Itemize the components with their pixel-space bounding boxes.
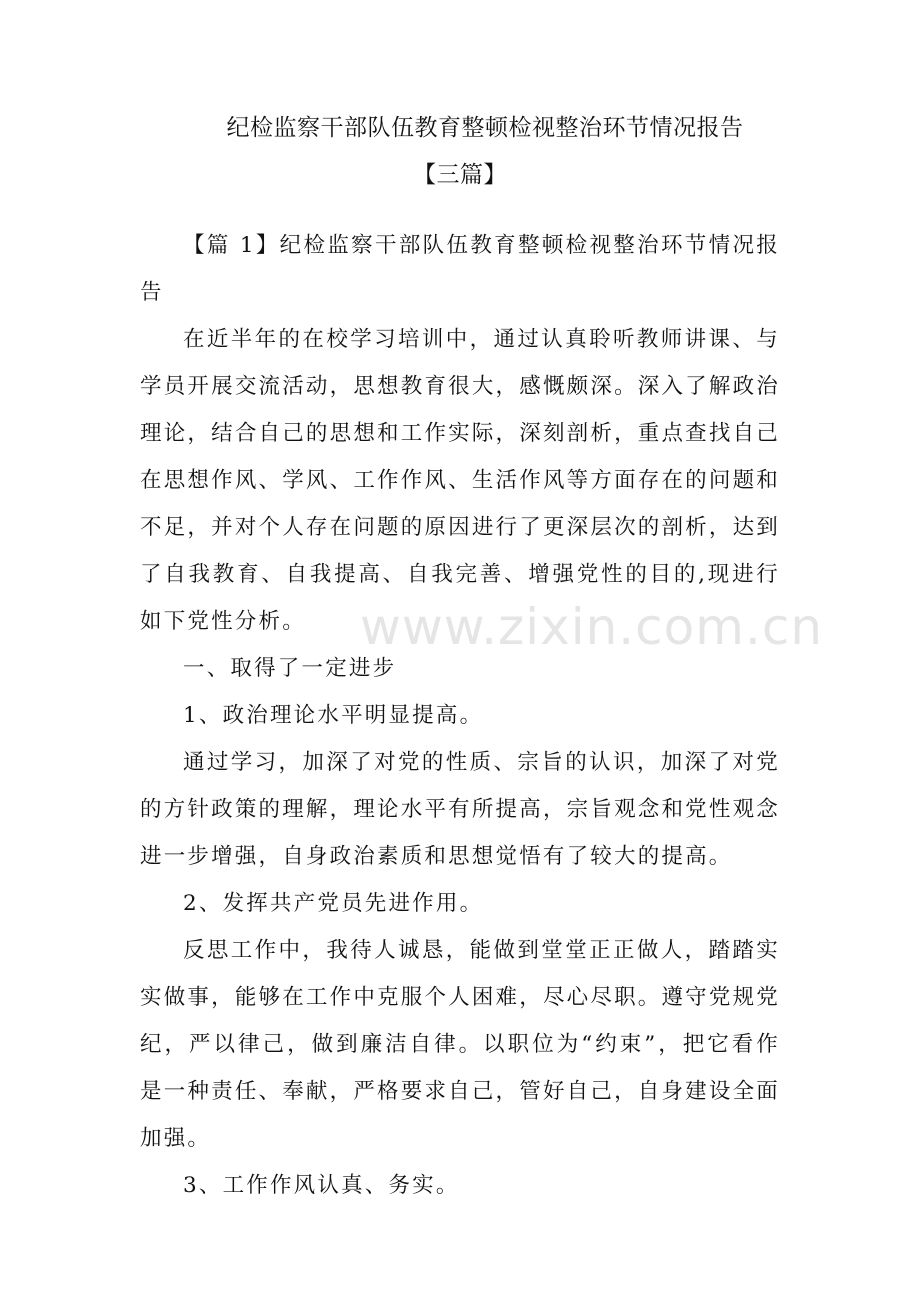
paragraph-body-1: 通过学习，加深了对党的性质、宗旨的认识，加深了对党的方针政策的理解，理论水平有所提高，宗旨观念和党性观念进一步增强，自身政治素质和思想觉悟有了较大的提高。 <box>140 750 780 869</box>
paragraph-heading-1: 一、取得了一定进步 <box>183 656 397 681</box>
document-title: 纪检监察干部队伍教育整顿检视整治环节情况报告 <box>226 115 744 141</box>
paragraph-subheading-3: 3、工作作风认真、务实。 <box>183 1173 460 1198</box>
section-heading: 【篇 1】纪检监察干部队伍教育整顿检视整治环节情况报告 <box>140 233 780 305</box>
paragraph-intro: 在近半年的在校学习培训中，通过认真聆听教师讲课、与学员开展交流活动，思想教育很大，感慨颇深。深入了解政治理论，结合自己的思想和工作实际，深刻剖析，重点查找自己在思想作风、学风、工作作风、生活作风等方面存在的问题和不足，并对个人存在问题的原因进行了更深层次的剖析，达到了自我教育、自我提高、自我完善、增强党性的目的,现进行如下党性分析。 <box>140 327 780 634</box>
paragraph-subheading-1: 1、政治理论水平明显提高。 <box>183 703 484 728</box>
document-body <box>140 222 780 1209</box>
paragraph-body-2: 反思工作中，我待人诚恳，能做到堂堂正正做人，踏踏实实做事，能够在工作中克服个人困难，尽心尽职。遵守党规党纪，严以律己，做到廉洁自律。以职位为“约束”，把它看作是一种责任、奉献，严格要求自己，管好自己，自身建设全面加强。 <box>140 938 780 1151</box>
paragraph-subheading-2: 2、发挥共产党员先进作用。 <box>183 891 484 916</box>
watermark: www.zixin.com.cn <box>360 598 824 656</box>
document-subtitle: 【三篇】 <box>413 162 507 188</box>
